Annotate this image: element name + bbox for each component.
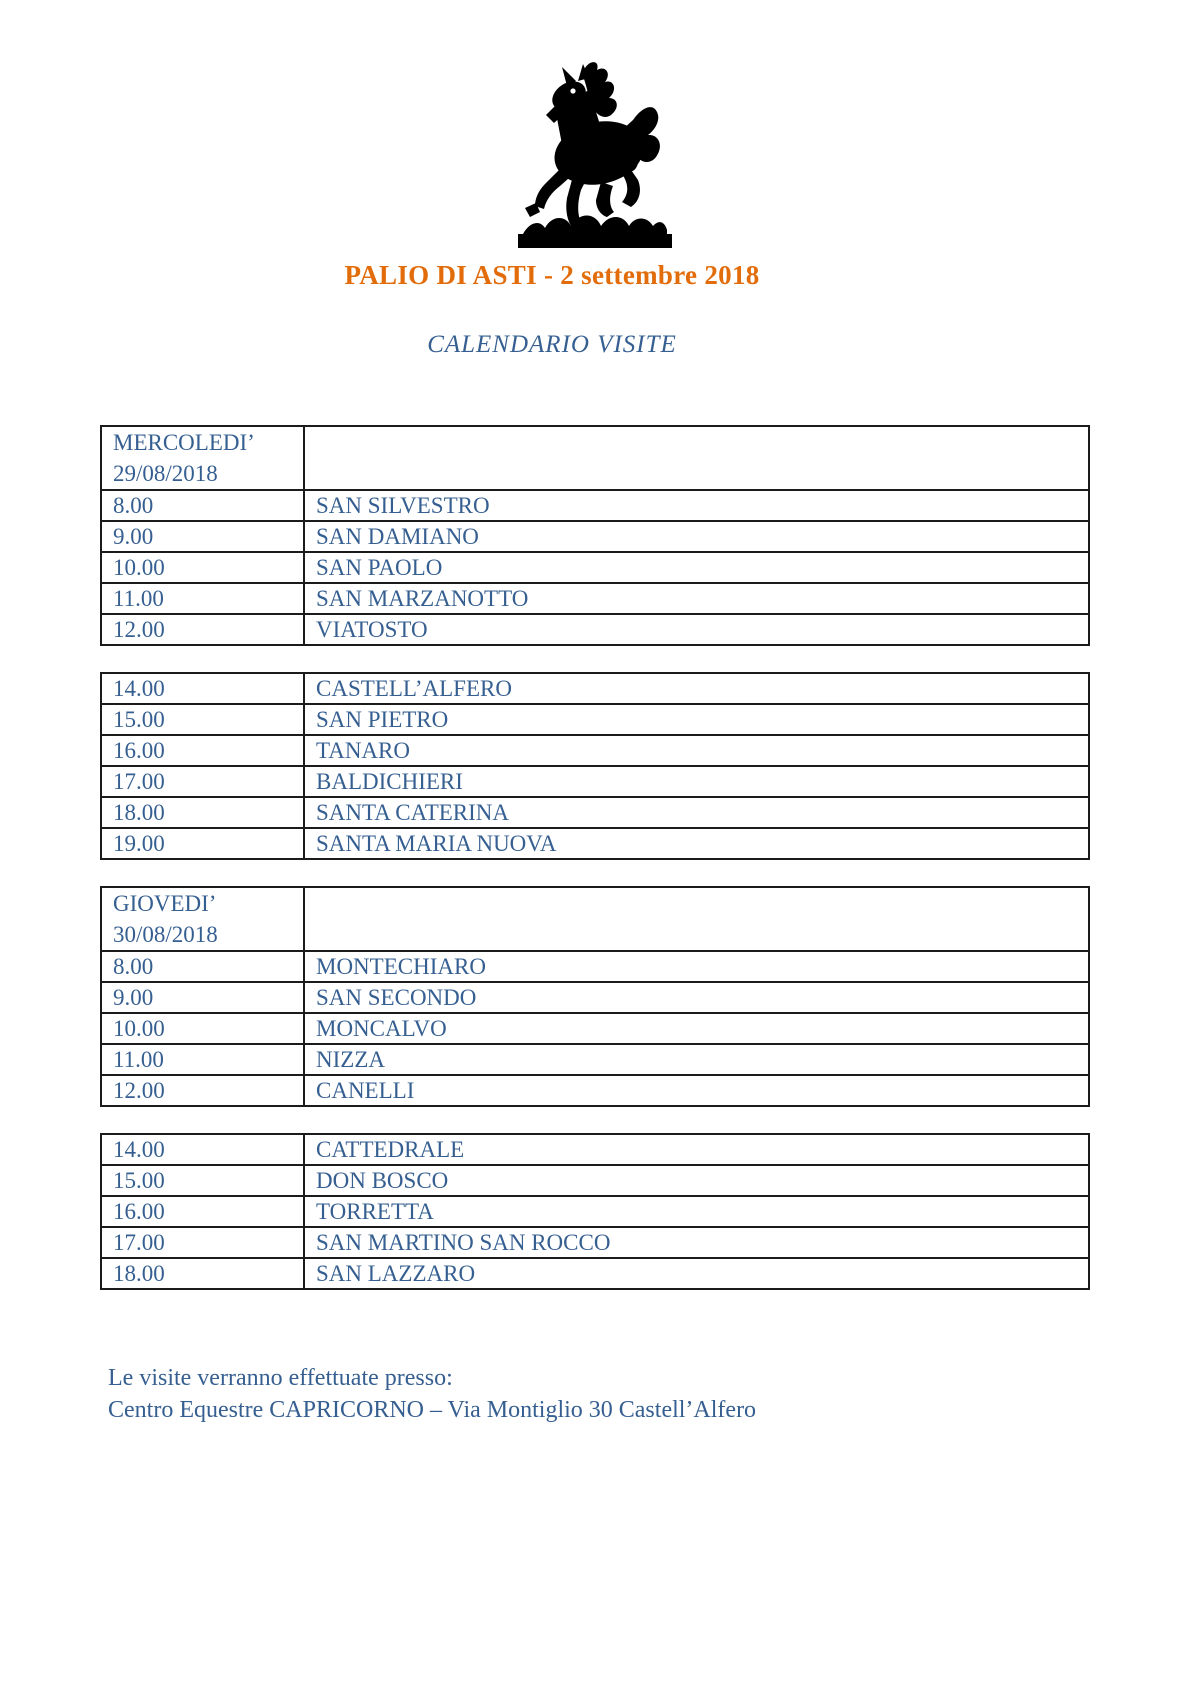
table-row [101,1134,1089,1165]
place-cell: TORRETTA [304,1196,1089,1227]
day-date: 29/08/2018 [113,461,218,486]
table-row [101,552,1089,583]
time-cell: 12.00 [101,1075,304,1106]
time-cell: 18.00 [101,1258,304,1289]
day-cell [101,426,304,490]
footer-note-line1: Le visite verranno effettuate presso: [108,1365,453,1391]
table-row [101,1044,1089,1075]
schedule-tables [100,425,1090,1290]
table-row [101,1075,1089,1106]
place-cell: SANTA CATERINA [304,797,1089,828]
place-cell: SAN SILVESTRO [304,490,1089,521]
table-row [101,1196,1089,1227]
table-row [101,828,1089,859]
empty-cell [304,426,1089,490]
day-header-row [101,426,1089,490]
time-cell: 11.00 [101,1044,304,1075]
time-cell: 8.00 [101,490,304,521]
time-cell: 16.00 [101,735,304,766]
page-subtitle: CALENDARIO VISITE [427,331,677,358]
time-cell: 11.00 [101,583,304,614]
table-row [101,490,1089,521]
table-row [101,614,1089,645]
day-header-row [101,887,1089,951]
place-cell: BALDICHIERI [304,766,1089,797]
place-cell: NIZZA [304,1044,1089,1075]
place-cell: SAN DAMIANO [304,521,1089,552]
table-row [101,673,1089,704]
day-label: MERCOLEDI’ [113,430,255,455]
place-cell: SAN SECONDO [304,982,1089,1013]
visit-table [100,672,1090,860]
place-cell: CANELLI [304,1075,1089,1106]
table-row [101,735,1089,766]
day-date: 30/08/2018 [113,922,218,947]
table-row [101,583,1089,614]
place-cell: VIATOSTO [304,614,1089,645]
table-row [101,797,1089,828]
time-cell: 15.00 [101,704,304,735]
place-cell: TANARO [304,735,1089,766]
place-cell: CATTEDRALE [304,1134,1089,1165]
place-cell: SAN PIETRO [304,704,1089,735]
time-cell: 15.00 [101,1165,304,1196]
time-cell: 14.00 [101,673,304,704]
time-cell: 14.00 [101,1134,304,1165]
place-cell: SANTA MARIA NUOVA [304,828,1089,859]
day-cell [101,887,304,951]
place-cell: SAN LAZZARO [304,1258,1089,1289]
table-row [101,521,1089,552]
time-cell: 10.00 [101,552,304,583]
place-cell: MONCALVO [304,1013,1089,1044]
visit-table [100,886,1090,1107]
table-row [101,982,1089,1013]
place-cell: DON BOSCO [304,1165,1089,1196]
place-cell: CASTELL’ALFERO [304,673,1089,704]
visit-table [100,1133,1090,1290]
place-cell: SAN PAOLO [304,552,1089,583]
time-cell: 9.00 [101,982,304,1013]
place-cell: SAN MARTINO SAN ROCCO [304,1227,1089,1258]
time-cell: 8.00 [101,951,304,982]
time-cell: 9.00 [101,521,304,552]
table-row [101,951,1089,982]
empty-cell [304,887,1089,951]
place-cell: MONTECHIARO [304,951,1089,982]
horse-silhouette-icon [515,58,675,250]
table-row [101,1227,1089,1258]
day-label: GIOVEDI’ [113,891,217,916]
footer-note-line2: Centro Equestre CAPRICORNO – Via Montiglio 30 Castell’Alfero [108,1397,757,1423]
footer-note [108,1362,1190,1426]
table-row [101,1013,1089,1044]
visit-table [100,425,1090,646]
time-cell: 16.00 [101,1196,304,1227]
time-cell: 19.00 [101,828,304,859]
time-cell: 12.00 [101,614,304,645]
time-cell: 17.00 [101,766,304,797]
table-row [101,1258,1089,1289]
place-cell: SAN MARZANOTTO [304,583,1089,614]
time-cell: 18.00 [101,797,304,828]
title-block [0,260,1104,359]
table-row [101,1165,1089,1196]
horse-logo [0,0,1190,250]
time-cell: 10.00 [101,1013,304,1044]
time-cell: 17.00 [101,1227,304,1258]
page-title: PALIO DI ASTI - 2 settembre 2018 [344,260,760,290]
table-row [101,766,1089,797]
table-row [101,704,1089,735]
